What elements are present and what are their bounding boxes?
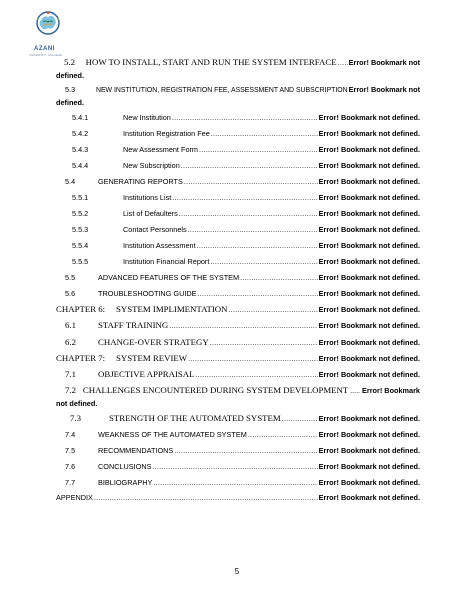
toc-page-ref: Error! Bookmark not defined. [318, 273, 420, 282]
toc-title: Institution Financial Report [123, 257, 210, 266]
toc-page-ref: Error! Bookmark not defined. [318, 321, 420, 330]
toc-entry[interactable] [56, 462, 420, 473]
toc-title: WEAKNESS OF THE AUTOMATED SYSTEM [98, 430, 247, 439]
toc-number: 7.6 [65, 462, 76, 471]
toc-entry[interactable] [56, 145, 420, 156]
toc-number: 5.4.4 [72, 161, 89, 170]
toc-title: New Subscription [123, 161, 180, 170]
toc-title: SYSTEM REVIEW [116, 353, 188, 363]
toc-leader [198, 290, 318, 300]
toc-entry[interactable] [56, 113, 420, 124]
toc-entry[interactable] [56, 337, 420, 349]
toc-title: BIBLIOGRAPHY [98, 478, 153, 487]
toc-page-ref: Error! Bookmark not defined. [318, 414, 420, 423]
toc-page-ref: Error! Bookmark not defined. [318, 241, 420, 250]
toc-number: 5.5.4 [72, 241, 89, 250]
toc-title: HOW TO INSTALL, START AND RUN THE SYSTEM INTERFACE [85, 57, 337, 67]
toc-page-ref: Error! Bookmark not defined. [318, 493, 420, 502]
toc-entry[interactable] [56, 289, 420, 300]
toc-page-ref: Error! Bookmark not [348, 58, 420, 67]
toc-leader [199, 146, 318, 156]
toc-title: GENERATING REPORTS [98, 177, 183, 186]
toc-leader: ..... [350, 388, 360, 395]
logo-tagline: UNIVERSITY COLLEGE [29, 53, 62, 57]
toc-title: STAFF TRAINING [98, 320, 169, 330]
toc-number: 7.1 [65, 369, 76, 379]
toc-page-ref-continued: not defined. [56, 399, 98, 408]
toc-page-ref: Error! Bookmark not defined. [318, 177, 420, 186]
toc-number: 5.6 [65, 289, 76, 298]
toc-entry[interactable] [56, 241, 420, 252]
toc-entry[interactable] [56, 129, 420, 140]
toc-leader [210, 339, 318, 349]
toc-page-ref: Error! Bookmark not defined. [318, 113, 420, 122]
toc-leader [153, 479, 317, 489]
toc-leader [174, 447, 317, 457]
toc-leader [172, 114, 318, 124]
toc-title: ADVANCED FEATURES OF THE SYSTEM [98, 273, 240, 282]
toc-page-ref: Error! Bookmark not defined. [318, 446, 420, 455]
toc-page-ref: Error! Bookmark not defined. [318, 478, 420, 487]
toc-page-ref: Error! Bookmark not defined. [318, 193, 420, 202]
toc-chapter-number: CHAPTER 7: [56, 353, 106, 363]
toc-title: STRENGTH OF THE AUTOMATED SYSTEM [109, 413, 281, 423]
page-number: 5 [234, 567, 240, 576]
toc-page-ref: Error! Bookmark not defined. [318, 209, 420, 218]
toc-page-ref-continued: defined. [56, 71, 84, 80]
toc-leader [94, 494, 318, 504]
toc-page-ref: Error! Bookmark not defined. [318, 338, 420, 347]
toc-entry-chapter[interactable] [56, 304, 420, 316]
toc-page-ref: Error! Bookmark not [348, 85, 420, 94]
toc-title: CONCLUSIONS [98, 462, 152, 471]
toc-leader [211, 130, 318, 140]
toc-page-ref: Error! Bookmark not defined. [318, 430, 420, 439]
toc-page-ref: Error! Bookmark not defined. [318, 145, 420, 154]
toc-page-ref: Error! Bookmark not defined. [318, 305, 420, 314]
toc-title: New Assessment Form [123, 145, 199, 154]
logo-name: AZANI [34, 46, 55, 52]
toc-number: 5.5.1 [72, 193, 89, 202]
toc-number: 5.5 [65, 273, 76, 282]
toc-leader [179, 210, 318, 220]
toc-entry[interactable] [56, 478, 420, 489]
toc-entry[interactable] [56, 257, 420, 268]
toc-leader [172, 194, 317, 204]
toc-page-ref: Error! Bookmark not defined. [318, 161, 420, 170]
toc-leader [240, 274, 318, 284]
toc-number: 5.5.3 [72, 225, 89, 234]
toc-title: CHANGE-OVER STRATEGY [98, 337, 209, 347]
toc-title: List of Defaulters [123, 209, 178, 218]
toc-page-ref: Error! Bookmark not defined. [318, 370, 420, 379]
toc-number: 7.4 [65, 430, 76, 439]
toc-entry[interactable] [56, 369, 420, 381]
toc-number: 5.5.5 [72, 257, 89, 266]
toc-entry[interactable] [56, 177, 420, 188]
toc-title: Contact Personnels [123, 225, 187, 234]
toc-leader [181, 162, 318, 172]
toc-leader [188, 226, 318, 236]
toc-page-ref: Error! Bookmark not defined. [318, 462, 420, 471]
toc-title: CHALLENGES ENCOUNTERED DURING SYSTEM DEVELOPMENT [82, 385, 349, 395]
toc-number: 5.4.1 [72, 113, 89, 122]
toc-leader [196, 371, 318, 381]
toc-title: Institution Registration Fee [123, 129, 210, 138]
brain-globe-logo-icon [34, 10, 62, 40]
toc-entry[interactable] [56, 320, 420, 332]
toc-number: 5.2 [64, 57, 75, 67]
toc-leader [282, 415, 318, 425]
toc-entry[interactable] [56, 273, 420, 284]
toc-leader [169, 322, 317, 332]
toc-page-ref: Error! Bookmark not defined. [318, 257, 420, 266]
toc-number: 7.2 [65, 385, 76, 395]
toc-entry[interactable] [56, 209, 420, 220]
toc-entry[interactable] [56, 385, 420, 409]
toc-entry[interactable] [56, 57, 420, 81]
toc-title: OBJECTIVE APPRAISAL [98, 369, 195, 379]
toc-entry[interactable] [56, 446, 420, 457]
toc-number: 6.2 [65, 337, 76, 347]
toc-title: Institution Assessment [123, 241, 196, 250]
toc-chapter-number: CHAPTER 6: [56, 304, 106, 314]
toc-number: 5.3 [65, 85, 76, 94]
toc-leader [197, 242, 318, 252]
toc-page-ref: Error! Bookmark not defined. [318, 225, 420, 234]
toc-leader [210, 258, 317, 268]
toc-entry[interactable] [56, 161, 420, 172]
toc-entry[interactable] [56, 85, 420, 108]
toc-entry[interactable] [56, 430, 420, 441]
toc-entry[interactable] [56, 225, 420, 236]
toc-title: APPENDIX [56, 493, 93, 502]
toc-title: TROUBLESHOOTING GUIDE [98, 289, 197, 298]
toc-leader [188, 355, 318, 365]
toc-title: NEW INSTITUTION, REGISTRATION FEE, ASSESSMENT AND SUBSCRIPTION [95, 87, 348, 94]
toc-number: 6.1 [65, 320, 76, 330]
toc-leader [184, 178, 318, 188]
toc-entry-chapter[interactable] [56, 353, 420, 365]
toc-title: Institutions List [123, 193, 172, 202]
toc-entry[interactable] [56, 493, 420, 504]
toc-number: 5.4.3 [72, 145, 89, 154]
toc-page-ref: Error! Bookmark not defined. [318, 289, 420, 298]
toc-title: RECOMMENDATIONS [98, 446, 174, 455]
toc-number: 7.5 [65, 446, 76, 455]
toc-page-ref-continued: defined. [56, 98, 84, 107]
college-logo [28, 10, 72, 58]
toc-entry[interactable] [56, 413, 420, 425]
toc-number: 5.4 [65, 177, 76, 186]
toc-page-ref: Error! Bookmark not defined. [318, 129, 420, 138]
toc-title: New Institution [123, 113, 171, 122]
toc-leader [248, 431, 318, 441]
toc-leader [338, 59, 348, 69]
toc-page-ref: Error! Bookmark not defined. [318, 354, 420, 363]
toc-number: 5.4.2 [72, 129, 89, 138]
toc-entry[interactable] [56, 193, 420, 204]
toc-number: 7.3 [70, 413, 81, 423]
toc-title: SYSTEM IMPLIMENTATION [116, 304, 228, 314]
toc-leader [228, 306, 317, 316]
toc-number: 5.5.2 [72, 209, 89, 218]
toc-number: 7.7 [65, 478, 76, 487]
toc-leader [153, 463, 318, 473]
toc-page-ref: Error! Bookmark [362, 386, 420, 395]
